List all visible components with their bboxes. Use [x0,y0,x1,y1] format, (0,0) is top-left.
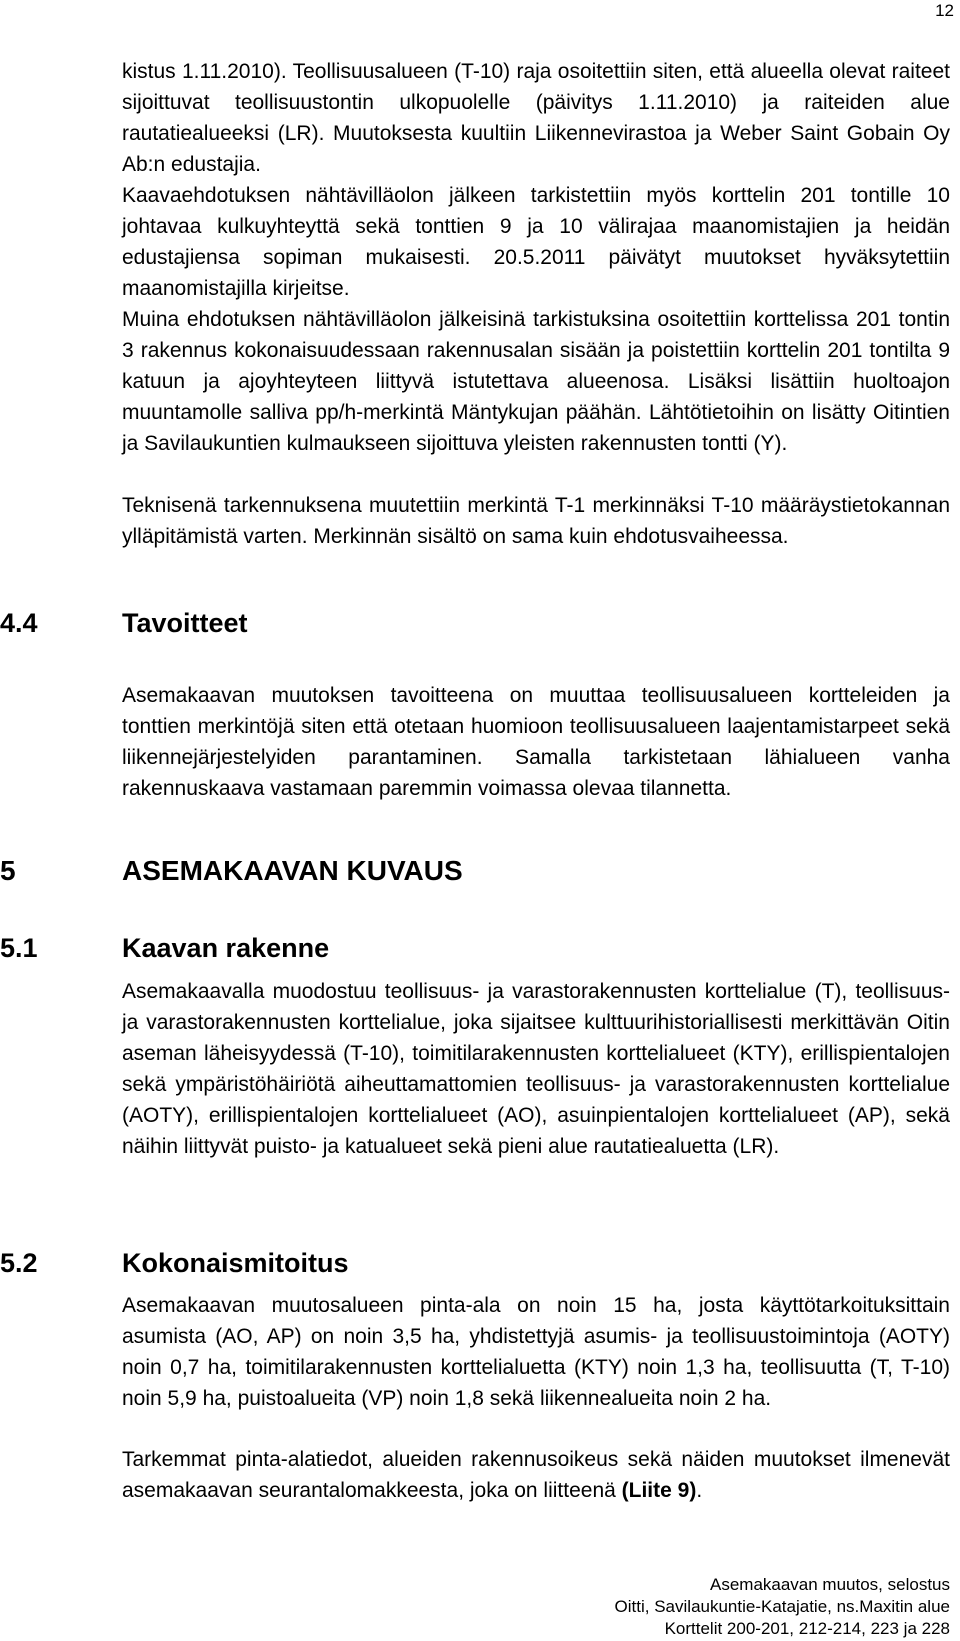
heading-title: Kaavan rakenne [122,933,330,963]
paragraph-overall-dimensioning: Asemakaavan muutosalueen pinta-ala on noin 15 ha, josta käyttötarkoituksittain asumista (AO, AP) on noin 3,5 ha, yhdistettyjä asumis- ja teollisuustoimintoja (AOTY) noin 0,7 ha, toimitilarakennusten korttelialuetta (KTY) noin 1,3 ha, teollisuutta (T, T-10) noin 5,9 ha, puistoalueita (VP) noin 1,8 sekä liikennealueita noin 2 ha. [122,1294,950,1410]
paragraph-other-revisions: Muina ehdotuksen nähtävilläolon jälkeisinä tarkistuksina osoitettiin korttelissa 201 tontin 3 rakennus kokonaisuudessaan rakennusalan sisään ja poistettiin korttelin 201 tontilta 9 katuun ja ajoyhteyteen liittyvä istutettava alueenosa. Lisäksi lisättiin huoltoajon muuntamolle salliva pp/h-merkintä Mäntykujan päähän. Lähtötietoihin on lisätty Oitintien ja Savilaukuntien kulmaukseen sijoittuva yleisten rakennusten tontti (Y). [122,308,950,455]
paragraph-post-display-revision: Kaavaehdotuksen nähtävilläolon jälkeen tarkistettiin myös korttelin 201 tontille 10 johtavaa kulkuyhteyttä sekä tonttien 9 ja 10 välirajaa maanomistajien ja heidän edustajiensa sopiman mukaisesti. 20.5.2011 päivätyt muutokset hyväksytettiin maanomistajilla kirjeitse. [122,184,950,300]
paragraph-text: Tarkemmat pinta-alatiedot, alueiden rakennusoikeus sekä näiden muutokset ilmenevät asemakaavan seurantalomakkeesta, joka on liitteenä [122,1448,950,1502]
paragraph-area-details [122,1444,950,1506]
paragraph-plan-structure: Asemakaavalla muodostuu teollisuus- ja varastorakennusten korttelialue (T), teollisuus- ja varastorakennusten korttelialue, joka sijaitsee kulttuurihistoriallisesti merkittävän Oitin aseman läheisyydessä (T-10), toimitilarakennusten korttelialueet (KTY), erillispientalojen sekä ympäristöhäiriötä aiheuttamattomien teollisuus- ja varastorakennusten korttelialue (AOTY), erillispientalojen korttelialueet (AO), asuinpientalojen korttelialueet (AP), sekä näihin liittyvät puisto- ja katualueet sekä pieni alue rautatiealuetta (LR). [122,980,950,1158]
paragraph-objectives: Asemakaavan muutoksen tavoitteena on muuttaa teollisuusalueen kortteleiden ja tonttien merkintöjä siten että otetaan huomioon teollisuusalueen laajentamistarpeet sekä liikennejärjestelyiden parantaminen. Samalla tarkistetaan lähialueen vanha rakennuskaava vastamaan paremmin voimassa olevaa tilannetta. [122,684,950,800]
footer-line-1: Asemakaavan muutos, selostus [709,1575,950,1594]
heading-number: 5 [0,855,16,886]
heading-number: 4.4 [0,608,38,638]
paragraph-technical-refinement: Teknisenä tarkennuksena muutettiin merkintä T-1 merkinnäksi T-10 määräystietokannan ylläpitämistä varten. Merkinnän sisältö on sama kuin ehdotusvaiheessa. [122,494,950,548]
footer-line-3: Korttelit 200-201, 212-214, 223 ja 228 [664,1619,950,1638]
heading-number: 5.2 [0,1248,38,1278]
paragraph-change-history: kistus 1.11.2010). Teollisuusalueen (T-10) raja osoitettiin siten, että alueella olevat raiteet sijoittuvat teollisuustontin ulkopuolelle (päivitys 1.11.2010) ja raiteiden alue rautatiealueeksi (LR). Muutoksesta kuultiin Liikennevirastoa ja Weber Saint Gobain Oy Ab:n edustajia. [122,60,950,176]
page-number: 12 [935,1,954,20]
appendix-reference: (Liite 9) [621,1479,697,1502]
heading-title: Tavoitteet [122,608,248,638]
footer-line-2: Oitti, Savilaukuntie-Katajatie, ns.Maxitin alue [614,1597,950,1616]
heading-title: ASEMAKAAVAN KUVAUS [122,855,463,886]
paragraph-end: . [696,1479,703,1502]
page-footer [615,1574,950,1640]
heading-number: 5.1 [0,933,38,963]
heading-title: Kokonaismitoitus [122,1248,349,1278]
